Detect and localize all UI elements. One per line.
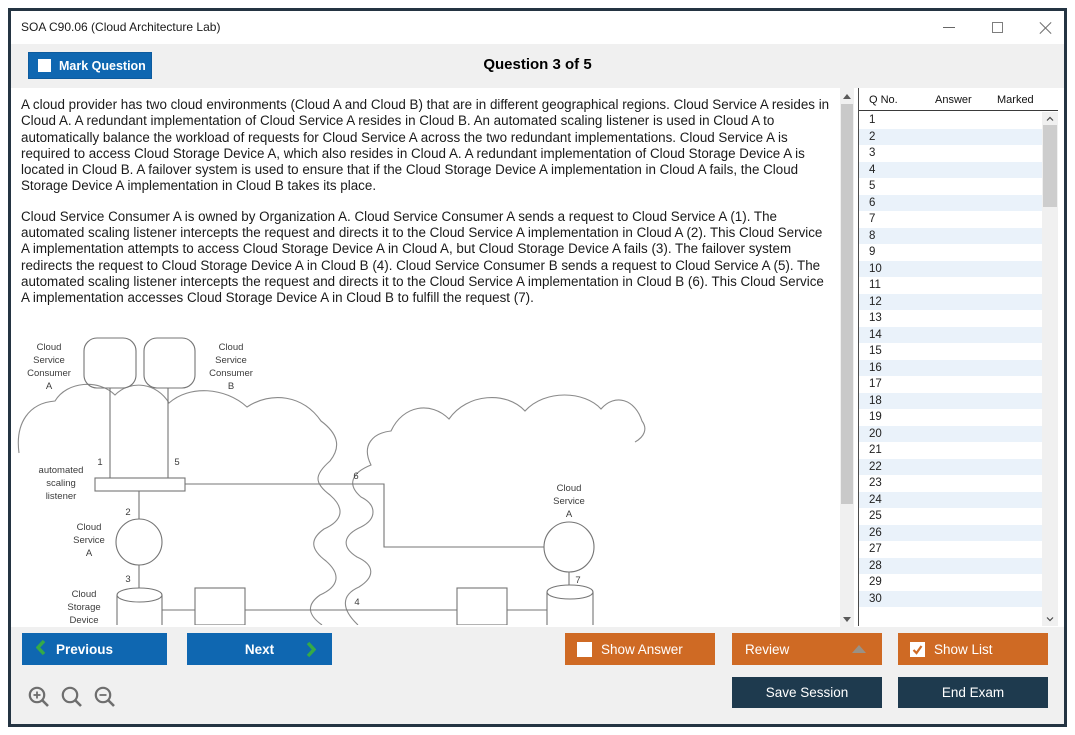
next-label: Next (244, 641, 275, 657)
question-text (21, 97, 833, 307)
storage-left-label: Device (69, 615, 99, 625)
row-question-number: 27 (869, 543, 882, 555)
save-session-label: Save Session (765, 685, 849, 700)
question-panel (11, 88, 840, 627)
row-answer-value (925, 475, 987, 492)
row-question-number: 22 (869, 460, 882, 473)
architecture-diagram (11, 333, 671, 625)
question-list-row[interactable] (859, 244, 1042, 261)
scroll-down-icon[interactable] (1046, 615, 1054, 623)
service-a-left-label: Cloud (76, 522, 102, 533)
consumer-b-label: Consumer (209, 368, 253, 379)
row-marked-value (987, 360, 1042, 377)
column-header-answer: Answer (935, 94, 972, 106)
question-panel-scrollbar[interactable] (840, 88, 854, 627)
row-answer-value (925, 327, 987, 344)
row-question-number: 10 (869, 262, 882, 275)
chevron-right-icon (306, 641, 316, 661)
question-paragraph: Cloud Service Consumer A is owned by Organization A. Cloud Service Consumer A sends a request to Cloud Service A (1). The automated scaling listener intercepts the request and directs it to the Cloud Service A implementation in Cloud A (2). This Cloud Service A implementation attempts to access Cloud Storage Device A in Cloud A, but Cloud Storage Device A fails (3). The failover system redirects the request to Cloud Storage Device A in Cloud B (4). Cloud Service Consumer B sends a request to Cloud Service A (5). The automated scaling listener intercepts the request and directs it to the Cloud Service A implementation in Cloud B (6). This Cloud Service A implementation accesses Cloud Storage Device A in Cloud B to fulfill the request (7). (21, 208, 824, 306)
row-marked-value (987, 145, 1042, 162)
row-marked-value (987, 327, 1042, 344)
step-number-6: 6 (353, 471, 359, 482)
row-answer-value (925, 360, 987, 377)
question-list-row[interactable] (859, 541, 1042, 558)
question-list-row[interactable] (859, 162, 1042, 179)
row-answer-value (925, 145, 987, 162)
row-question-number: 30 (869, 592, 882, 605)
save-session-button[interactable] (732, 677, 882, 708)
row-question-number: 12 (869, 295, 882, 308)
row-answer-value (925, 541, 987, 558)
question-list-row[interactable] (859, 558, 1042, 575)
show-answer-label: Show Answer (601, 641, 683, 657)
cloud-service-a-left-circle (116, 519, 162, 565)
row-marked-value (987, 310, 1042, 327)
minimize-icon[interactable] (940, 19, 958, 37)
question-list-header (859, 88, 1058, 111)
scaling-listener-label: automated (38, 465, 84, 476)
automated-scaling-listener-bar (95, 478, 185, 491)
question-list-row[interactable] (859, 195, 1042, 212)
chevron-left-icon (36, 639, 46, 659)
question-list-row[interactable] (859, 508, 1042, 525)
consumer-b-label: B (227, 381, 235, 392)
consumer-a-label: Consumer (27, 368, 71, 379)
question-list-row[interactable] (859, 178, 1042, 195)
row-answer-value (925, 244, 987, 261)
row-answer-value (925, 261, 987, 278)
row-question-number: 1 (869, 114, 876, 126)
question-list-row[interactable] (859, 211, 1042, 228)
scaling-listener-label: listener (45, 491, 77, 502)
row-answer-value (925, 112, 987, 129)
review-label: Review (745, 641, 790, 657)
cloud-storage-device-left-cylinder (117, 588, 162, 625)
question-list-row[interactable] (859, 343, 1042, 360)
question-list-row[interactable] (859, 393, 1042, 410)
row-question-number: 9 (869, 246, 876, 258)
row-marked-value (987, 525, 1042, 542)
end-exam-label: End Exam (941, 685, 1005, 700)
page-title: Question 3 of 5 (483, 56, 592, 73)
mark-question-label: Mark Question (59, 58, 146, 73)
row-question-number: 24 (869, 493, 882, 506)
row-question-number: 25 (869, 510, 882, 522)
row-answer-value (925, 277, 987, 294)
question-list-row[interactable] (859, 459, 1042, 476)
cloud-b-outline (345, 395, 644, 625)
row-marked-value (987, 129, 1042, 146)
row-marked-value (987, 558, 1042, 575)
row-question-number: 11 (869, 279, 881, 291)
row-marked-value (987, 459, 1042, 476)
service-a-left-label: A (85, 548, 93, 559)
cloud-storage-device-right-cylinder (547, 585, 593, 625)
row-question-number: 6 (869, 196, 876, 209)
column-header-qno: Q No. (869, 94, 898, 106)
zoom-out-icon[interactable] (93, 685, 119, 711)
row-question-number: 18 (869, 394, 882, 407)
step-number-5: 5 (174, 457, 180, 468)
row-marked-value (987, 211, 1042, 228)
step-number-4: 4 (354, 597, 360, 608)
row-marked-value (987, 492, 1042, 509)
row-question-number: 20 (869, 427, 882, 440)
question-list-row[interactable] (859, 360, 1042, 377)
step-number-3: 3 (125, 574, 131, 585)
row-answer-value (925, 442, 987, 459)
question-list-row[interactable] (859, 129, 1042, 146)
question-list-row[interactable] (859, 327, 1042, 344)
failover-system-left-box (195, 588, 245, 625)
row-answer-value (925, 591, 987, 608)
cloud-a-outline (18, 384, 340, 625)
zoom-in-icon[interactable] (27, 685, 53, 711)
row-question-number: 3 (869, 147, 876, 159)
row-question-number: 28 (869, 559, 882, 572)
row-marked-value (987, 277, 1042, 294)
question-list-row[interactable] (859, 574, 1042, 591)
row-question-number: 26 (869, 526, 882, 539)
magnifier-icon[interactable] (60, 685, 86, 711)
next-button[interactable] (187, 633, 332, 665)
row-answer-value (925, 178, 987, 195)
row-marked-value (987, 508, 1042, 525)
row-answer-value (925, 228, 987, 245)
question-list-row[interactable] (859, 492, 1042, 509)
close-icon[interactable] (1036, 19, 1054, 37)
row-question-number: 5 (869, 180, 876, 192)
question-list-row[interactable] (859, 525, 1042, 542)
consumer-b-label: Service (215, 355, 247, 366)
service-a-right-label: Cloud (556, 483, 582, 494)
show-list-label: Show List (934, 641, 993, 657)
row-marked-value (987, 261, 1042, 278)
question-list-body (859, 112, 1042, 626)
scaling-listener-label: scaling (46, 478, 76, 489)
row-question-number: 13 (869, 312, 882, 324)
show-answer-button[interactable] (565, 633, 715, 665)
row-answer-value (925, 508, 987, 525)
row-marked-value (987, 475, 1042, 492)
row-answer-value (925, 310, 987, 327)
row-question-number: 21 (869, 444, 882, 456)
storage-left-label: Storage (67, 602, 101, 613)
service-a-right-label: Service (553, 496, 585, 507)
question-list-row[interactable] (859, 145, 1042, 162)
step-number-1: 1 (97, 457, 103, 468)
question-list-row[interactable] (859, 112, 1042, 129)
previous-label: Previous (56, 641, 114, 657)
row-answer-value (925, 376, 987, 393)
row-question-number: 15 (869, 345, 882, 357)
cloud-service-a-right-circle (544, 522, 594, 572)
window-controls (940, 11, 1054, 44)
row-answer-value (925, 195, 987, 212)
row-question-number: 14 (869, 328, 882, 341)
question-list-row[interactable] (859, 261, 1042, 278)
consumer-a-label: A (45, 381, 53, 392)
row-marked-value (987, 244, 1042, 261)
step-number-7: 7 (575, 575, 581, 586)
question-list-row[interactable] (859, 442, 1042, 459)
footer-bar (11, 627, 1064, 724)
scroll-up-icon[interactable] (840, 89, 854, 103)
consumer-a-label: Service (33, 355, 65, 366)
review-dropdown[interactable] (732, 633, 882, 665)
row-marked-value (987, 195, 1042, 212)
scrollbar-thumb[interactable] (841, 104, 853, 504)
scroll-down-icon[interactable] (840, 612, 854, 626)
scroll-up-icon[interactable] (1046, 115, 1054, 123)
row-answer-value (925, 294, 987, 311)
row-answer-value (925, 574, 987, 591)
question-list-scrollbar[interactable] (1042, 112, 1058, 626)
row-marked-value (987, 343, 1042, 360)
row-marked-value (987, 294, 1042, 311)
row-marked-value (987, 574, 1042, 591)
row-marked-value (987, 376, 1042, 393)
question-list-row[interactable] (859, 426, 1042, 443)
connector-6 (185, 484, 544, 547)
row-question-number: 7 (869, 213, 876, 225)
cloud-service-consumer-a-box (84, 338, 136, 388)
titlebar (11, 11, 1064, 44)
row-marked-value (987, 442, 1042, 459)
row-marked-value (987, 591, 1042, 608)
row-answer-value (925, 525, 987, 542)
row-question-number: 2 (869, 130, 876, 143)
question-list-row[interactable] (859, 409, 1042, 426)
row-answer-value (925, 343, 987, 360)
row-marked-value (987, 426, 1042, 443)
question-list-row[interactable] (859, 228, 1042, 245)
zoom-toolbar (27, 685, 119, 711)
step-number-2: 2 (125, 507, 131, 518)
row-answer-value (925, 409, 987, 426)
row-answer-value (925, 459, 987, 476)
storage-left-label: Cloud (71, 589, 97, 600)
question-list-row[interactable] (859, 310, 1042, 327)
maximize-icon[interactable] (988, 19, 1006, 37)
question-list-row[interactable] (859, 376, 1042, 393)
row-answer-value (925, 211, 987, 228)
question-list-row[interactable] (859, 591, 1042, 608)
scrollbar-thumb[interactable] (1043, 125, 1057, 207)
question-list-row[interactable] (859, 294, 1042, 311)
row-question-number: 23 (869, 477, 882, 489)
question-paragraph: A cloud provider has two cloud environments (Cloud A and Cloud B) that are in different geographical regions. Cloud Service A resides in Cloud A. A redundant implementation of Cloud Service A resides in Cloud B. An automated scaling listener is used in Cloud A to automatically balance the workload of requests for Cloud Service A across the two redundant implementations. Cloud Service A is required to access Cloud Storage Device A, which also resides in Cloud A. A redundant implementation of Cloud Storage Device A is located in Cloud B. A failover system is used to ensure that if the Cloud Storage Device A implementation in Cloud A fails, the Cloud Storage Device A implementation in Cloud B takes its place. (21, 97, 830, 194)
service-a-right-label: A (565, 509, 573, 520)
row-marked-value (987, 162, 1042, 179)
consumer-b-label: Cloud (218, 342, 244, 353)
row-question-number: 8 (869, 229, 876, 242)
service-a-left-label: Service (73, 535, 105, 546)
row-answer-value (925, 129, 987, 146)
row-marked-value (987, 393, 1042, 410)
row-marked-value (987, 178, 1042, 195)
end-exam-button[interactable] (898, 677, 1048, 708)
row-answer-value (925, 492, 987, 509)
row-question-number: 4 (869, 163, 876, 176)
row-answer-value (925, 393, 987, 410)
row-question-number: 19 (869, 411, 882, 423)
row-marked-value (987, 228, 1042, 245)
consumer-a-label: Cloud (36, 342, 62, 353)
question-list-row[interactable] (859, 277, 1042, 294)
app-window (8, 8, 1067, 727)
row-marked-value (987, 541, 1042, 558)
show-answer-checkbox[interactable] (577, 642, 592, 657)
triangle-up-icon (852, 645, 866, 653)
row-marked-value (987, 112, 1042, 129)
show-list-checkbox[interactable] (910, 642, 925, 657)
row-answer-value (925, 426, 987, 443)
row-answer-value (925, 558, 987, 575)
row-question-number: 29 (869, 576, 882, 588)
show-list-button[interactable] (898, 633, 1048, 665)
toolbar (11, 44, 1064, 88)
previous-button[interactable] (22, 633, 167, 665)
question-list-row[interactable] (859, 475, 1042, 492)
window-title: SOA C90.06 (Cloud Architecture Lab) (21, 20, 221, 34)
question-list-panel (858, 88, 1058, 626)
failover-system-right-box (457, 588, 507, 625)
column-header-marked: Marked (997, 94, 1034, 106)
row-marked-value (987, 409, 1042, 426)
row-answer-value (925, 162, 987, 179)
cloud-service-consumer-b-box (144, 338, 195, 388)
row-question-number: 17 (869, 378, 882, 390)
row-question-number: 16 (869, 361, 882, 374)
